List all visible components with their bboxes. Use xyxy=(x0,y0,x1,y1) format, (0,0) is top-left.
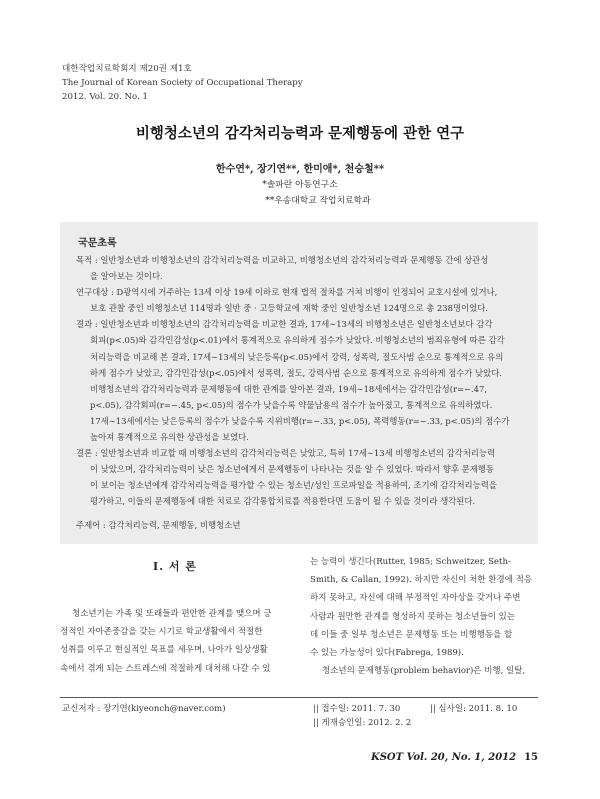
body-text-line: 사람과 원만한 관계를 형성하지 못하는 청소년들이 있는 xyxy=(310,611,516,622)
body-text-line: 청소년기는 가족 및 또래들과 편안한 관계를 맺으며 긍 xyxy=(72,609,272,619)
journal-name-english: The Journal of Korean Society of Occupational Therapy xyxy=(62,78,303,88)
received-date: || 접수일: 2011. 7. 30 xyxy=(313,704,401,714)
abstract-box xyxy=(60,222,538,544)
running-footer xyxy=(371,752,538,763)
left-column-text xyxy=(60,605,292,678)
abstract-line: 보호 관찰 중인 비행청소년 114명과 일반 중 · 고등학교에 재학 중인 일반청소년 124명으로 총 238명이었다. xyxy=(90,303,488,314)
section-heading-introduction: Ⅰ. 서 론 xyxy=(153,560,197,573)
abstract-line: 처리능력을 비교해 본 결과, 17세∼13세의 낮은등록(p<.05)에서 강력, 성폭력, 절도사범 순으로 통계적으로 유의 xyxy=(90,351,504,362)
abstract-line: 연구대상 : D광역시에 거주하는 13세 이상 19세 이하로 현재 법적 절차를 거쳐 비행이 인정되어 교호시설에 있거나, xyxy=(76,287,498,298)
abstract-body xyxy=(76,252,532,510)
abstract-line: 을 알아보는 것이다. xyxy=(90,271,163,282)
abstract-line: 결과 : 일반청소년과 비행청소년의 감각처리능력을 비교한 결과, 17세∼13세의 비행청소년은 일반청소년보다 감각 xyxy=(76,319,493,330)
corresponding-author: 교신저자 : 장기연(kiyeonch@naver.com) xyxy=(62,704,226,714)
abstract-line: 회피(p<.05)와 감각민감성(p<.01)에서 통계적으로 유의하게 점수가 낮았다. 비행청소년의 범죄유형에 따른 감각 xyxy=(90,335,505,346)
right-column-text xyxy=(310,553,540,680)
accepted-date: || 게재승인일: 2012. 2. 2 xyxy=(313,718,412,728)
abstract-heading: 국문초록 xyxy=(78,238,117,249)
body-text-line: 정적인 자아존중감을 갖는 시기로 학교생활에서 적절한 xyxy=(60,627,263,638)
author-list: 한수연*, 장기연**, 한미애*, 천승철** xyxy=(215,164,385,175)
abstract-line: p<.05), 감각회피(r=−.45, p<.05)의 점수가 낮을수록 약물남용의 점수가 높아졌고, 통계적으로 유의하였다. xyxy=(90,399,493,410)
keywords: 주제어 : 감각처리능력, 문제행동, 비행청소년 xyxy=(76,520,241,530)
affiliation-2: **우송대학교 작업치료학과 xyxy=(265,196,371,206)
body-text-line: Smith, & Callan, 1992). 하지만 자신이 처한 환경에 적응 xyxy=(310,575,533,586)
page-number: 15 xyxy=(524,752,538,763)
footer-divider xyxy=(60,697,538,698)
abstract-line: 이 낮았으며, 감각처리능력이 낮은 청소년에게서 문제행동이 나타나는 것을 알 수 있었다. 따라서 향후 문제행동 xyxy=(90,464,494,475)
body-text-line: 청소년의 문제행동(problem behavior)은 비행, 일탈, xyxy=(322,666,526,677)
abstract-line: 하게 점수가 낮았고, 감각민감성(p<.05)에서 성폭력, 절도, 강력사범 순으로 통계적으로 유의하게 점수가 낮았다. xyxy=(90,367,502,378)
abstract-line: 비행청소년의 감각처리능력과 문제행동에 대한 관계를 알아본 결과, 19세∼18세에서는 감각민감성(r=−.47, xyxy=(90,383,488,394)
body-text-line: 하지 못하고, 자신에 대해 부정적인 자아상을 갖거나 주변 xyxy=(310,593,521,604)
abstract-line: 평가하고, 이들의 문제행동에 대한 치료로 감각통합치료를 적용한다면 도움이 될 수 있을 것이라 생각된다. xyxy=(90,496,476,507)
abstract-line: 17세∼13세에서는 낮은등록의 점수가 낮을수록 지위비행(r=−.33, p<.05), 폭력행동(r=−.33, p<.05)의 점수가 xyxy=(90,415,510,426)
body-text-line: 데 이들 중 일부 청소년은 문제행동 또는 비행행동을 할 xyxy=(310,629,513,640)
paper-title: 비행청소년의 감각처리능력과 문제행동에 관한 연구 xyxy=(135,125,465,142)
running-footer-journal: KSOT Vol. 20, No. 1, 2012 xyxy=(371,752,517,763)
journal-issue: 2012. Vol. 20. No. 1 xyxy=(62,92,149,102)
abstract-line: 목적 : 일반청소년과 비행청소년의 감각처리능력을 비교하고, 비행청소년의 감각처리능력과 문제행동 간에 상관성 xyxy=(76,255,489,265)
affiliation-1: *솔파란 아동연구소 xyxy=(262,180,338,190)
body-text-line: 수 있는 가능성이 있다(Fabrega, 1989). xyxy=(310,648,464,659)
body-text-line: 속에서 겪게 되는 스트레스에 적절하게 대처해 나갈 수 있 xyxy=(60,663,271,674)
abstract-line: 높아져 통계적으로 유의한 상관성을 보였다. xyxy=(90,432,249,443)
journal-name-korean: 대한작업치료학회지 제20권 제1호 xyxy=(62,64,192,74)
abstract-line: 결론 : 일반청소년과 비교할 때 비행청소년의 감각처리능력은 낮았고, 특히 17세∼13세 비행청소년의 감각처리능력 xyxy=(76,448,496,459)
body-text-line: 는 능력이 생긴다(Rutter, 1985; Schweitzer, Seth- xyxy=(310,557,511,567)
body-text-line: 성취를 이루고 현실적인 목표를 세우며, 나아가 일상생활 xyxy=(60,645,268,656)
abstract-line: 이 보이는 청소년에게 감각처리능력을 평가할 수 있는 청소년/성인 프로파일을 적용하여, 조기에 감각처리능력을 xyxy=(90,480,497,491)
review-date: || 심사일: 2011. 8. 10 xyxy=(430,704,518,714)
journal-header xyxy=(62,62,303,104)
